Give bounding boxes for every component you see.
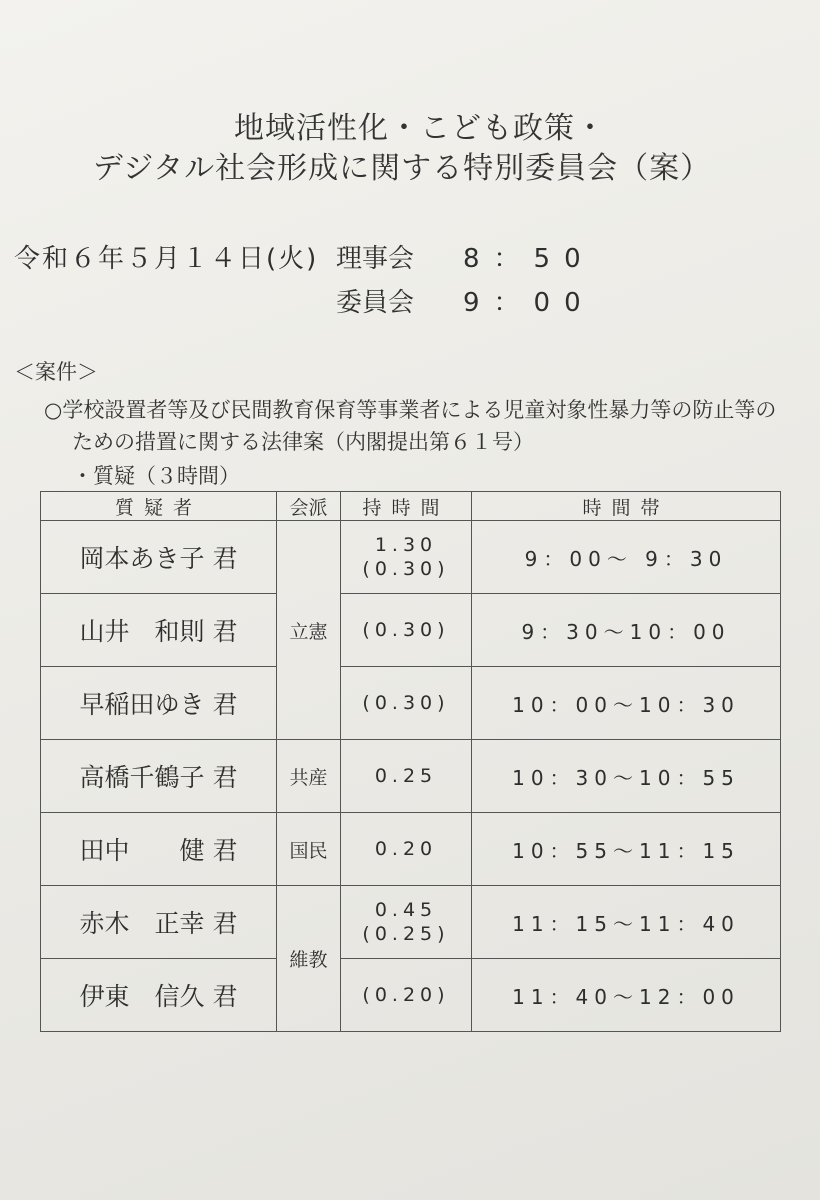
questioner-name: 岡本あき子 君 — [41, 521, 277, 594]
time-slot: 11：15～11：40 — [472, 886, 781, 959]
rijikai-label: 理事会 — [336, 244, 415, 274]
allotted-time: (0.30) — [341, 594, 472, 667]
allotted-time: (0.30) — [341, 667, 472, 740]
questioner-name: 赤木 正幸 君 — [41, 886, 277, 959]
document-title-line2: デジタル社会形成に関する特別委員会（案） — [92, 151, 712, 186]
table-row — [41, 959, 781, 1032]
allotted-time-main: 1.30 — [374, 534, 438, 556]
questioner-name: 高橋千鶴子 君 — [41, 740, 277, 813]
time-slot: 9：30～10：00 — [472, 594, 781, 667]
bill-title-line1: ○学校設置者等及び民間教育保育等事業者による児童対象性暴力等の防止等の — [44, 398, 777, 422]
qa-time-note: ・質疑（３時間） — [72, 464, 240, 488]
table-row — [41, 813, 781, 886]
party-cell: 共産 — [277, 740, 341, 813]
allotted-time-sub: (0.25) — [362, 923, 450, 945]
iinkai-time: 9：00 — [463, 288, 595, 318]
meeting-date: 令和６年５月１４日(火) — [14, 244, 319, 274]
document-title-line1: 地域活性化・こども政策・ — [234, 111, 606, 146]
time-slot: 9：00～ 9：30 — [472, 521, 781, 594]
agenda-heading: ＜案件＞ — [14, 360, 98, 384]
header-allotted-time: 持時間 — [341, 492, 472, 521]
table-row — [41, 594, 781, 667]
time-slot: 10：55～11：15 — [472, 813, 781, 886]
table-row — [41, 667, 781, 740]
time-slot: 10：00～10：30 — [472, 667, 781, 740]
questioner-name: 山井 和則 君 — [41, 594, 277, 667]
allotted-time: 0.25 — [341, 740, 472, 813]
allotted-time-sub: (0.30) — [362, 558, 450, 580]
bill-title-line2: ための措置に関する法律案（内閣提出第６１号） — [72, 430, 534, 454]
time-slot: 10：30～10：55 — [472, 740, 781, 813]
questioner-name: 田中 健 君 — [41, 813, 277, 886]
questioner-name: 早稲田ゆき 君 — [41, 667, 277, 740]
table-row — [41, 886, 781, 959]
allotted-time-main: 0.45 — [374, 899, 438, 921]
table-row — [41, 740, 781, 813]
allotted-time — [341, 886, 472, 959]
table-row — [41, 521, 781, 594]
party-cell: 立憲 — [277, 521, 341, 740]
allotted-time: 0.20 — [341, 813, 472, 886]
header-questioner: 質疑者 — [41, 492, 277, 521]
party-cell: 維教 — [277, 886, 341, 1032]
rijikai-time: 8：50 — [463, 244, 595, 274]
questioner-name: 伊東 信久 君 — [41, 959, 277, 1032]
allotted-time: (0.20) — [341, 959, 472, 1032]
questioner-schedule-table — [40, 491, 781, 1032]
party-cell: 国民 — [277, 813, 341, 886]
time-slot: 11：40～12：00 — [472, 959, 781, 1032]
iinkai-label: 委員会 — [336, 288, 415, 318]
header-time-slot: 時間帯 — [472, 492, 781, 521]
allotted-time — [341, 521, 472, 594]
header-party: 会派 — [277, 492, 341, 521]
table-header-row — [41, 492, 781, 521]
